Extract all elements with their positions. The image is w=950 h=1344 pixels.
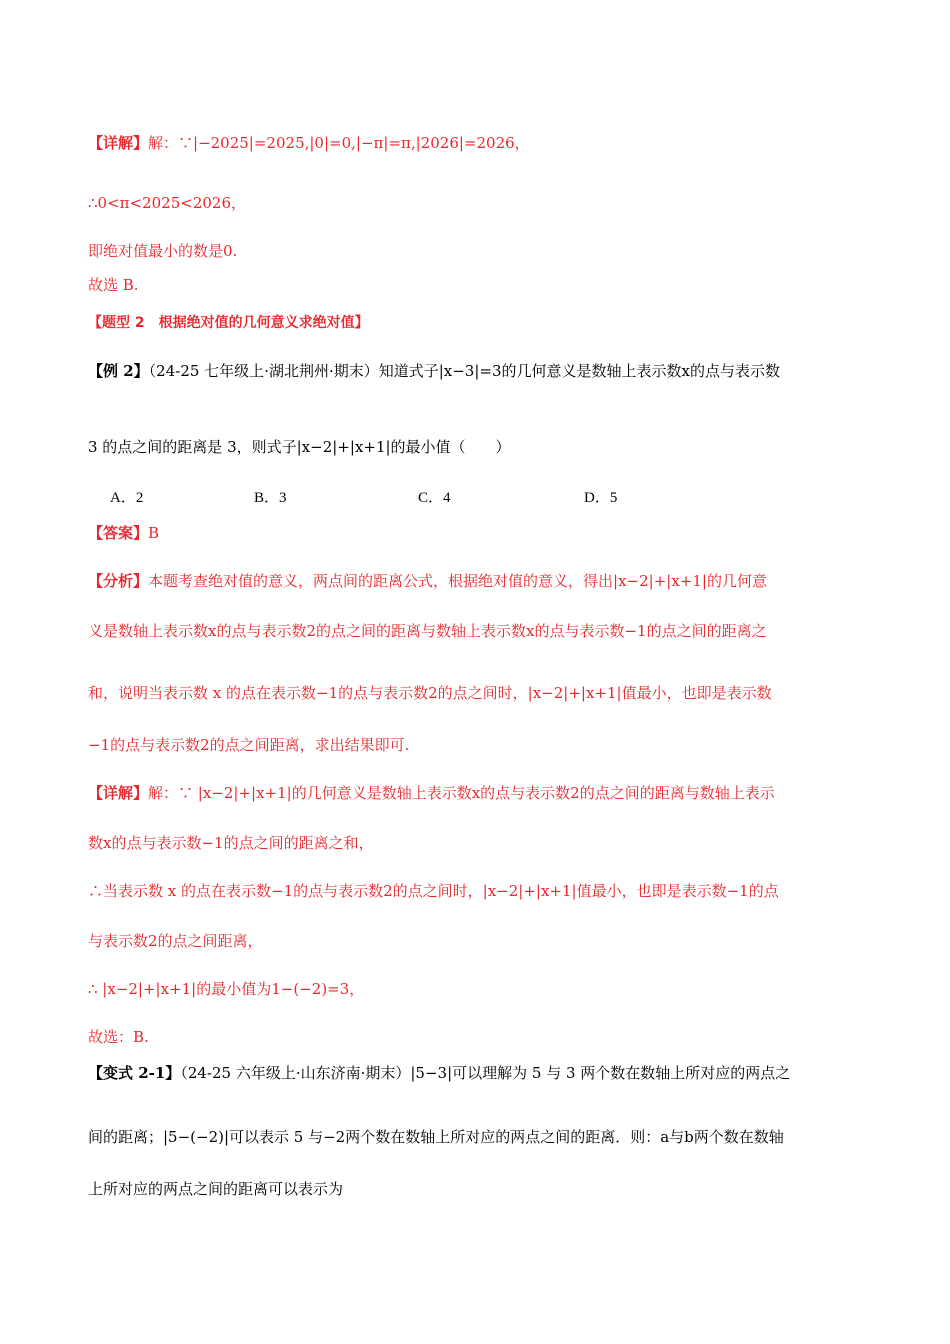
analysis-line-1 [88, 570, 870, 591]
detail2-text-4: 与表示数2的点之间距离， [88, 932, 263, 950]
section-heading [88, 312, 870, 332]
variant-text-3: 上所对应的两点之间的距离可以表示为 [88, 1180, 344, 1198]
option-c: C．4 [418, 490, 451, 506]
analysis-text-2: 义是数轴上表示数x的点与表示数2的点之间的距离与数轴上表示数x的点与表示数−1的点之间的距离之 [88, 622, 767, 640]
variant-text-2: 间的距离；|5−(−2)|可以表示 5 与−2两个数在数轴上所对应的两点之间的距离．则：a与b两个数在数轴 [88, 1128, 784, 1146]
variant-line-1 [88, 1062, 870, 1083]
detail-line-1 [88, 132, 870, 153]
analysis-line-3 [88, 682, 870, 703]
option-d: D．5 [584, 490, 618, 506]
option-b: B．3 [254, 490, 287, 506]
analysis-text-1: 本题考查绝对值的意义，两点间的距离公式，根据绝对值的意义，得出|x−2|+|x+1|的几何意 [148, 572, 767, 590]
detail-text: 解：∵|−2025|=2025,|0|=0,|−π|=π,|2026|=2026， [148, 134, 530, 152]
example-text-1: （24-25 七年级上·湖北荆州·期末）知道式子|x−3|=3的几何意义是数轴上表示数x的点与表示数 [148, 362, 780, 380]
detail2-line-6 [88, 1026, 870, 1047]
detail2-text-6: 故选：B. [88, 1028, 149, 1046]
example-text-2: 3 的点之间的距离是 3，则式子|x−2|+|x+1|的最小值（ ） [88, 438, 511, 456]
analysis-line-4 [88, 734, 870, 755]
choice-text: 故选 B. [88, 276, 139, 294]
variant-line-3 [88, 1178, 870, 1199]
detail2-text-2: 数x的点与表示数−1的点之间的距离之和， [88, 834, 374, 852]
example-line-1 [88, 360, 870, 381]
option-a: A．2 [110, 490, 144, 506]
choice-line [88, 274, 870, 295]
detail2-line-5 [88, 978, 870, 999]
analysis-tag: 【分析】 [88, 572, 149, 590]
detail2-tag: 【详解】 [88, 784, 149, 802]
conclusion-line [88, 192, 870, 213]
variant-tag: 【变式 2-1】 [88, 1064, 181, 1082]
detail2-line-3 [88, 880, 870, 901]
analysis-line-2 [88, 620, 870, 641]
example-line-2 [88, 436, 870, 457]
detail2-line-2 [88, 832, 870, 853]
detail2-text-5: ∴ |x−2|+|x+1|的最小值为1−(−2)=3， [88, 980, 365, 998]
variant-line-2 [88, 1126, 870, 1147]
conclusion-text: ∴0<π<2025<2026， [88, 194, 246, 212]
detail2-line-1 [88, 782, 870, 803]
detail2-text-1: 解：∵ |x−2|+|x+1|的几何意义是数轴上表示数x的点与表示数2的点之间的距离与数轴上表示 [148, 784, 775, 802]
answer-line [88, 522, 870, 543]
detail2-text-3: ∴当表示数 x 的点在表示数−1的点与表示数2的点之间时，|x−2|+|x+1|值最小，也即是表示数−1的点 [88, 882, 779, 900]
analysis-text-4: −1的点与表示数2的点之间距离，求出结果即可. [88, 736, 410, 754]
answer-tag: 【答案】 [88, 524, 149, 542]
example-tag: 【例 2】 [88, 362, 149, 380]
detail2-line-4 [88, 930, 870, 951]
result-text: 即绝对值最小的数是0. [88, 242, 238, 260]
result-line [88, 240, 870, 261]
answer-value: B [148, 524, 160, 542]
analysis-text-3: 和，说明当表示数 x 的点在表示数−1的点与表示数2的点之间时，|x−2|+|x+1|值最小，也即是表示数 [88, 684, 772, 702]
detail-tag: 【详解】 [88, 134, 149, 152]
variant-text-1: （24-25 六年级上·山东济南·期末）|5−3|可以理解为 5 与 3 两个数在数轴上所对应的两点之 [180, 1064, 791, 1082]
section-heading-text: 【题型 2 根据绝对值的几何意义求绝对值】 [88, 315, 369, 331]
